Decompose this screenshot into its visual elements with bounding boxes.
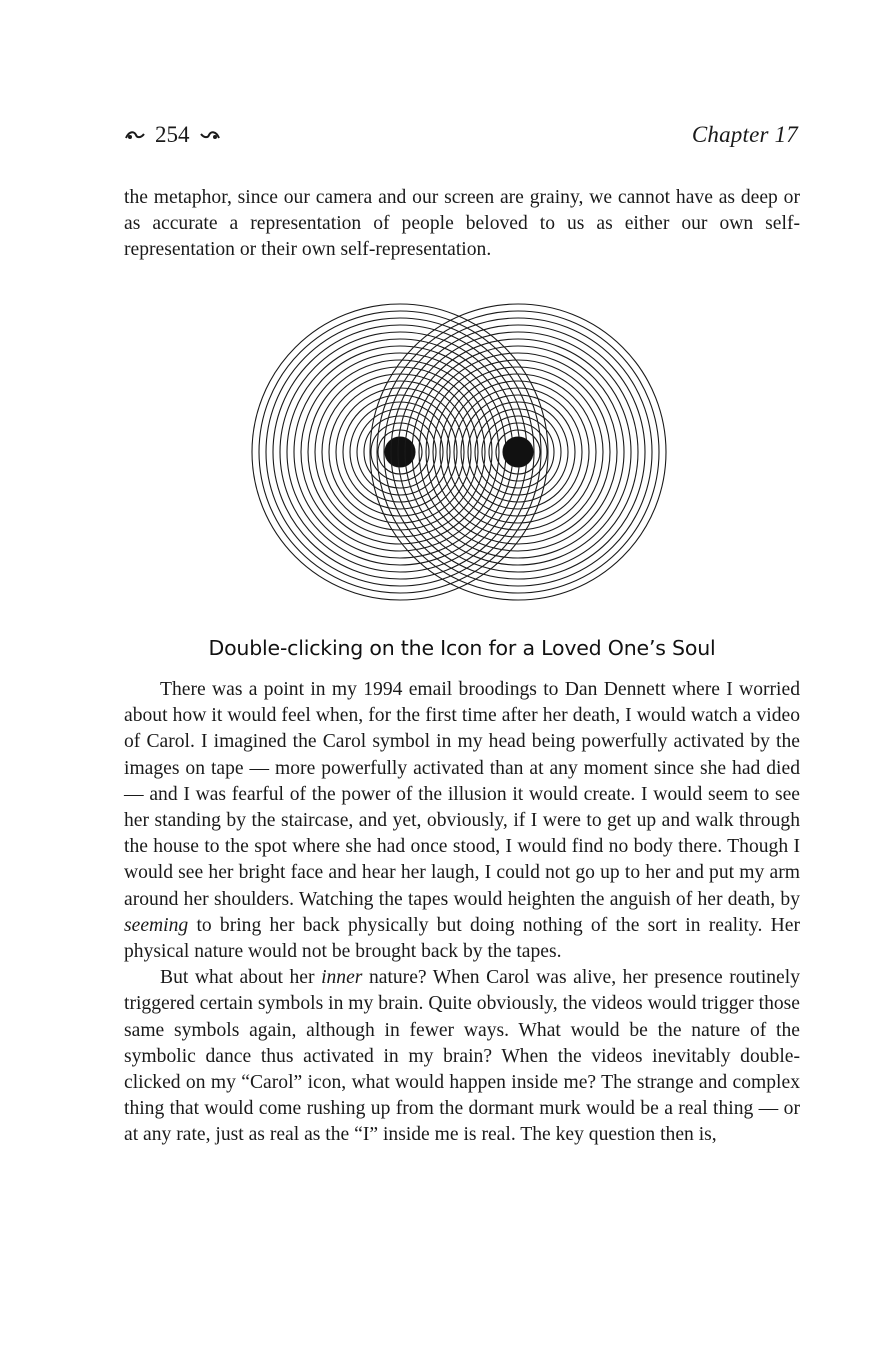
page-number: 254 xyxy=(155,122,190,147)
right-ornament-icon xyxy=(199,128,221,142)
center-dot xyxy=(503,437,533,467)
intro-text xyxy=(124,185,800,264)
left-ornament-icon xyxy=(124,128,146,142)
concentric-circles-figure xyxy=(248,299,668,601)
section-body xyxy=(124,677,800,1149)
body-paragraph-2: But what about her inner nature? When Carol was alive, her presence routinely triggered certain symbols in my brain. Quite obviously, the videos would trigger those same symbols again, although in fewer ways. What would be the nature of the symbolic dance thus activated in my brain? When the videos inevitably double-clicked on my “Carol” icon, what would happen inside me? The strange and complex thing that would come rushing up from the dormant murk would be a real thing — or at any rate, just as real as the “I” inside me is real. The key question then is, xyxy=(124,967,800,1146)
chapter-label: Chapter 17 xyxy=(691,122,798,147)
page-folio xyxy=(124,122,221,148)
center-dot xyxy=(385,437,415,467)
intro-paragraph: the metaphor, since our camera and our screen are grainy, we cannot have as deep or as accurate a representation of people beloved to us as either our own self-representation or their own self-representation. xyxy=(124,187,800,261)
body-paragraph-1: There was a point in my 1994 email broodings to Dan Dennett where I worried about how it would feel when, for the first time after her death, I would watch a video of Carol. I imagined the Carol symbol in my head being powerfully activated by the images on tape — more powerfully activated than at any moment since she had died — and I was fearful of the power of the illusion it would create. I would seem to see her standing by the staircase, and yet, obviously, if I were to get up and walk through the house to the spot where she had once stood, I would find no body there. Though I would see her bright face and hear her laugh, I could not go up to her and put my arm around her shoulders. Watching the tapes would heighten the anguish of her death, by seeming to bring her back physically but doing nothing of the sort in reality. Her physical nature would not be brought back by the tapes. xyxy=(124,679,800,963)
running-header xyxy=(124,118,798,152)
section-title: Double-clicking on the Icon for a Loved One’s Soul xyxy=(208,636,716,660)
